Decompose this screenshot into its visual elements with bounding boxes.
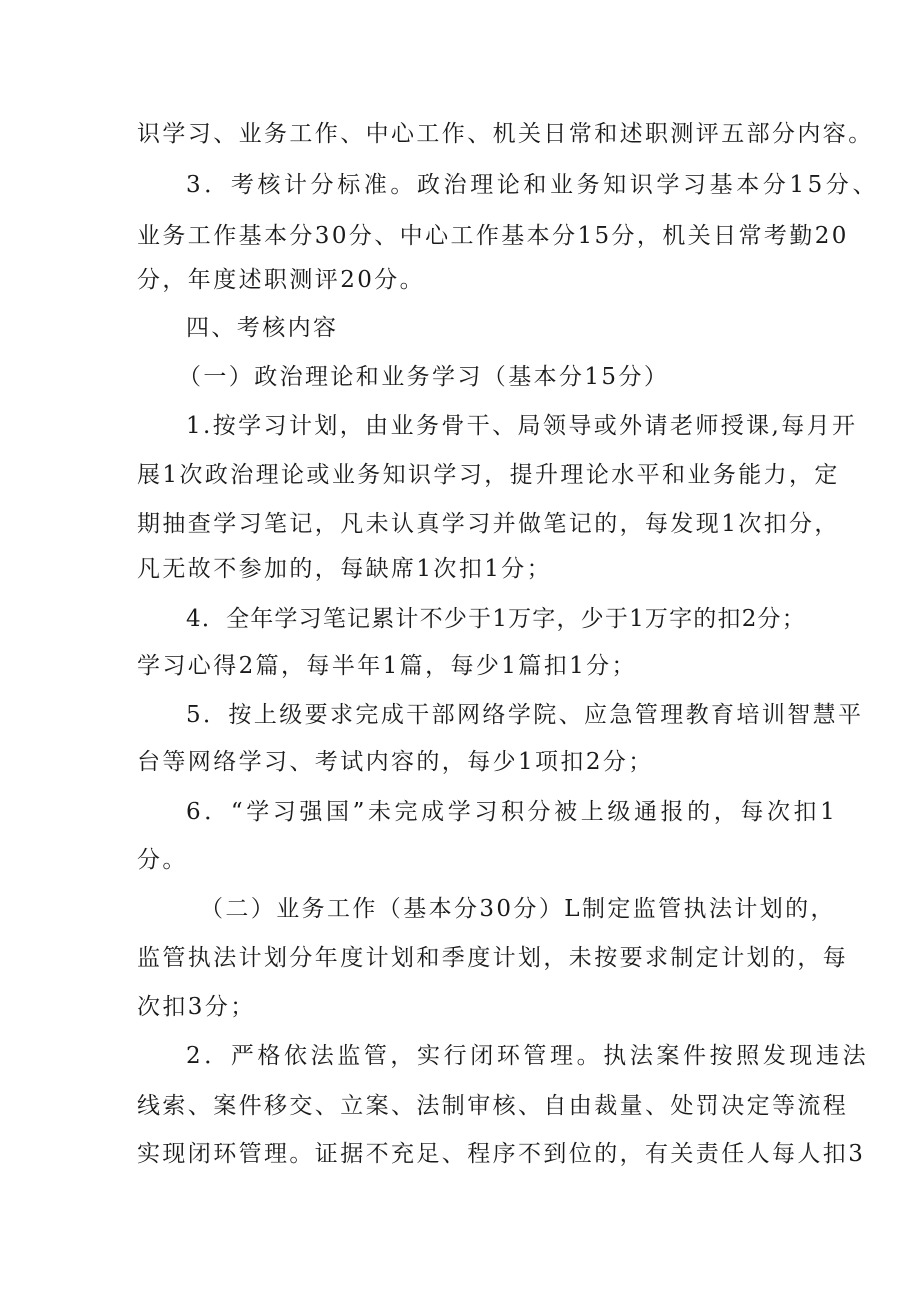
text-line: 2．严格依法监管，实行闭环管理。执法案件按照发现违法 (186, 1043, 870, 1069)
subsection-heading: （二）业务工作（基本分30分）L制定监管执法计划的， (200, 896, 836, 922)
text-line: 5．按上级要求完成干部网络学院、应急管理教育培训智慧平 (186, 702, 864, 728)
text-line: 分，年度述职测评20分。 (137, 267, 426, 293)
text-line: 期抽查学习笔记，凡未认真学习并做笔记的，每发现1次扣分， (137, 511, 840, 537)
text-line: 业务工作基本分30分、中心工作基本分15分，机关日常考勤20 (137, 223, 849, 249)
text-line: 1.按学习计划，由业务骨干、局领导或外请老师授课,每月开 (186, 413, 858, 439)
text-line: 次扣3分； (137, 994, 256, 1020)
text-line: 学习心得2篇，每半年1篇，每少1篇扣1分； (137, 653, 637, 679)
text-line: 凡无故不参加的，每缺席1次扣1分； (137, 556, 553, 582)
text-line: 6．“学习强国”未完成学习积分被上级通报的，每次扣1 (186, 799, 839, 825)
text-line: 分。 (137, 847, 188, 873)
text-line: 监管执法计划分年度计划和季度计划，未按要求制定计划的，每 (137, 945, 849, 971)
section-heading: 四、考核内容 (186, 315, 339, 341)
text-line: 展1次政治理论或业务知识学习，提升理论水平和业务能力，定 (137, 462, 840, 488)
text-line: 3．考核计分标准。政治理论和业务知识学习基本分15分、 (186, 172, 880, 198)
text-line: 线索、案件移交、立案、法制审核、自由裁量、处罚决定等流程 (137, 1093, 849, 1119)
text-line: 实现闭环管理。证据不充足、程序不到位的，有关责任人每人扣3 (137, 1141, 866, 1167)
text-line: 台等网络学习、考试内容的，每少1项扣2分； (137, 749, 654, 775)
text-line: 4．全年学习笔记累计不少于1万字，少于1万字的扣2分； (186, 606, 806, 632)
subsection-heading: （一）政治理论和业务学习（基本分15分） (178, 364, 670, 390)
text-line: 识学习、业务工作、中心工作、机关日常和述职测评五部分内容。 (137, 121, 874, 147)
